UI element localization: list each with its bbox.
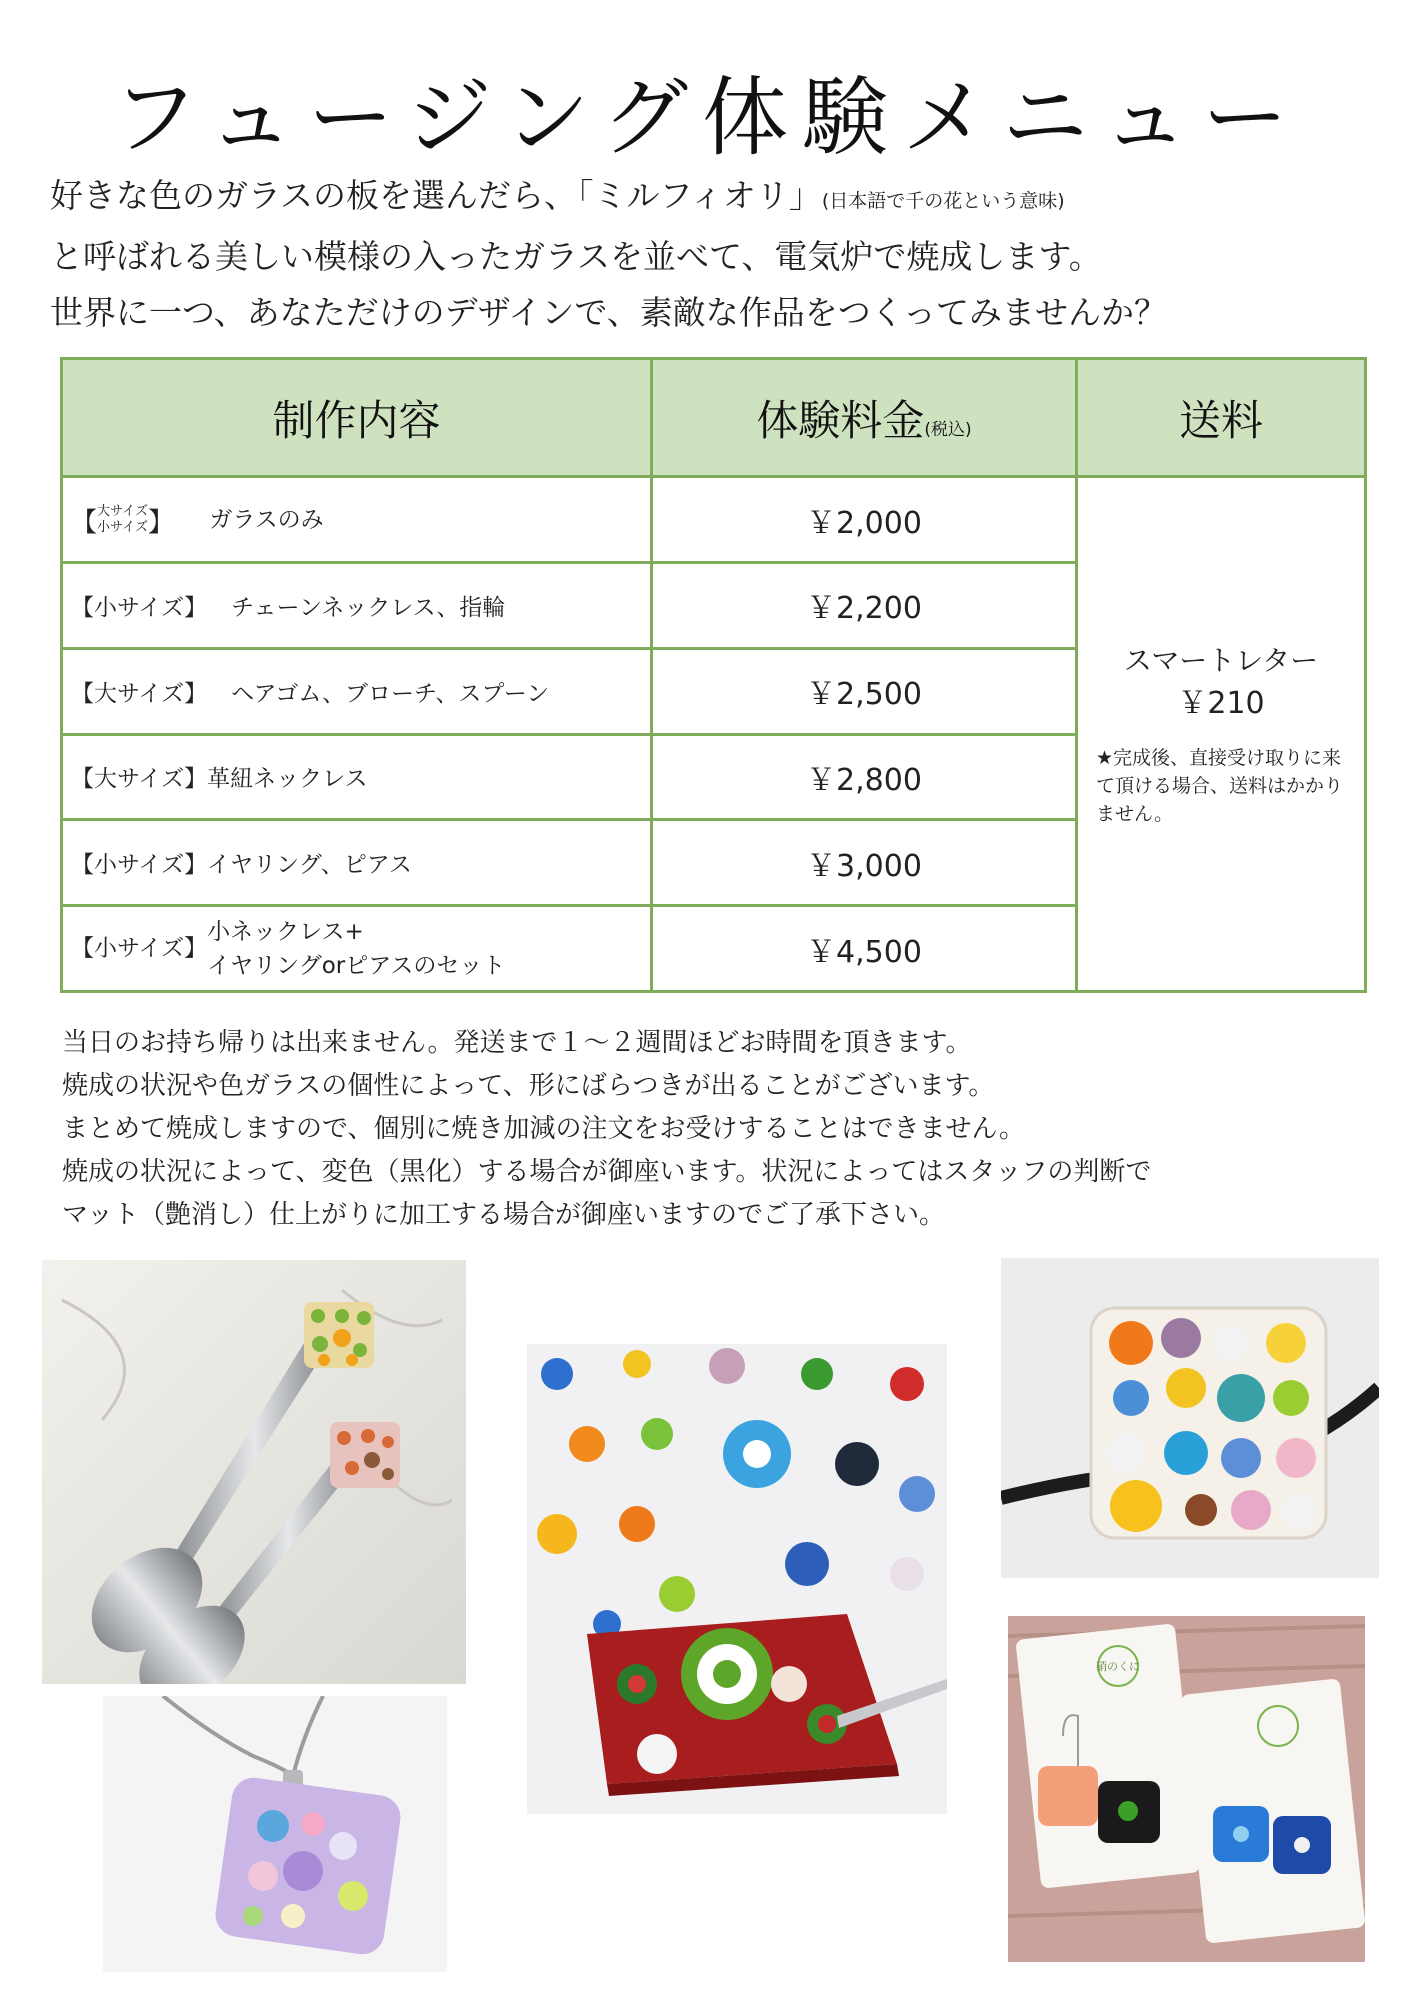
item-name: イヤリング、ピアス [207, 852, 412, 879]
note-line: マット（艶消し）仕上がりに加工する場合が御座いますのでご了承下さい。 [62, 1200, 945, 1230]
item-name: ヘアゴム、ブローチ、スプーン [231, 680, 550, 707]
earring-card-logo: 硝のくに [1096, 1660, 1140, 1673]
page-title: フュージング体験メニュー [111, 68, 1303, 168]
item-name: チェーンネックレス、指輪 [231, 594, 506, 621]
row-price: ￥3,000 [652, 820, 1077, 906]
row-price: ￥4,500 [652, 906, 1077, 992]
row-price: ￥2,000 [652, 477, 1077, 563]
header-price [652, 359, 1077, 477]
header-price-tax-note: (税込) [924, 419, 972, 440]
row-item [62, 648, 652, 734]
item-name [207, 915, 505, 983]
header-price-label: 体験料金 [756, 395, 925, 445]
row-item [62, 906, 652, 992]
note-line: まとめて焼成しますので、個別に焼き加減の注文をお受けすることはできません。 [62, 1114, 1026, 1144]
intro-line-2: と呼ばれる美しい模様の入ったガラスを並べて、電気炉で焼成します。 [50, 237, 1102, 276]
table-header-row [62, 359, 1366, 477]
shipping-name: スマートレター [1123, 644, 1319, 678]
note-line: 当日のお持ち帰りは出来ません。発送まで１～２週間ほどお時間を頂きます。 [62, 1028, 972, 1058]
size-label: 【大サイズ】 [71, 680, 208, 707]
row-price: ￥2,500 [652, 648, 1077, 734]
row-item [62, 562, 652, 648]
row-price: ￥2,800 [652, 734, 1077, 820]
row-item [62, 477, 652, 563]
size-stack [97, 504, 148, 536]
header-shipping: 送料 [1077, 359, 1366, 477]
item-name: ガラスのみ [209, 506, 324, 533]
shipping-cell [1077, 477, 1366, 992]
size-bottom: 小サイズ [97, 520, 148, 536]
item-name: 革紐ネックレス [207, 766, 368, 793]
size-bracket-close: 】 [147, 507, 174, 538]
header-content: 制作内容 [62, 359, 652, 477]
intro-text [50, 168, 1390, 341]
row-price: ￥2,200 [652, 562, 1077, 648]
item-name-line-2: イヤリングorピアスのセット [207, 952, 506, 979]
item-name-line-1: 小ネックレス+ [207, 918, 364, 945]
size-label: 【小サイズ】 [71, 935, 208, 962]
row-item [62, 734, 652, 820]
intro-line-1-note: (日本語で千の花という意味) [821, 190, 1065, 212]
row-item [62, 820, 652, 906]
shipping-price: ￥210 [1177, 686, 1265, 722]
intro-line-1 [50, 168, 1390, 229]
intro-line-3: 世界に一つ、あなただけのデザインで、素敵な作品をつくってみませんか？ [50, 293, 1168, 332]
price-table [60, 357, 1367, 993]
note-line: 焼成の状況によって、変色（黒化）する場合が御座います。状況によってはスタッフの判断で [62, 1157, 1152, 1187]
size-label: 【小サイズ】 [71, 852, 208, 879]
table-row [62, 477, 1366, 563]
photo-spoons [42, 1260, 466, 1684]
intro-line-1-main: 好きな色のガラスの板を選んだら、「ミルフィオリ」 [50, 176, 822, 215]
photo-millefiori-work [527, 1344, 947, 1814]
notes [62, 1022, 1382, 1237]
size-label: 【小サイズ】 [71, 594, 208, 621]
photo-hair-tie [1001, 1258, 1379, 1578]
size-bracket-open: 【 [71, 507, 98, 538]
photo-earrings [1008, 1616, 1365, 1962]
size-label: 【大サイズ】 [71, 766, 208, 793]
size-top: 大サイズ [97, 504, 148, 520]
shipping-note: ★完成後、直接受け取りに来て頂ける場合、送料はかかりません。 [1096, 747, 1344, 826]
note-line: 焼成の状況や色ガラスの個性によって、形にばらつきが出ることがございます。 [62, 1071, 995, 1101]
photo-pendant [103, 1696, 447, 1972]
